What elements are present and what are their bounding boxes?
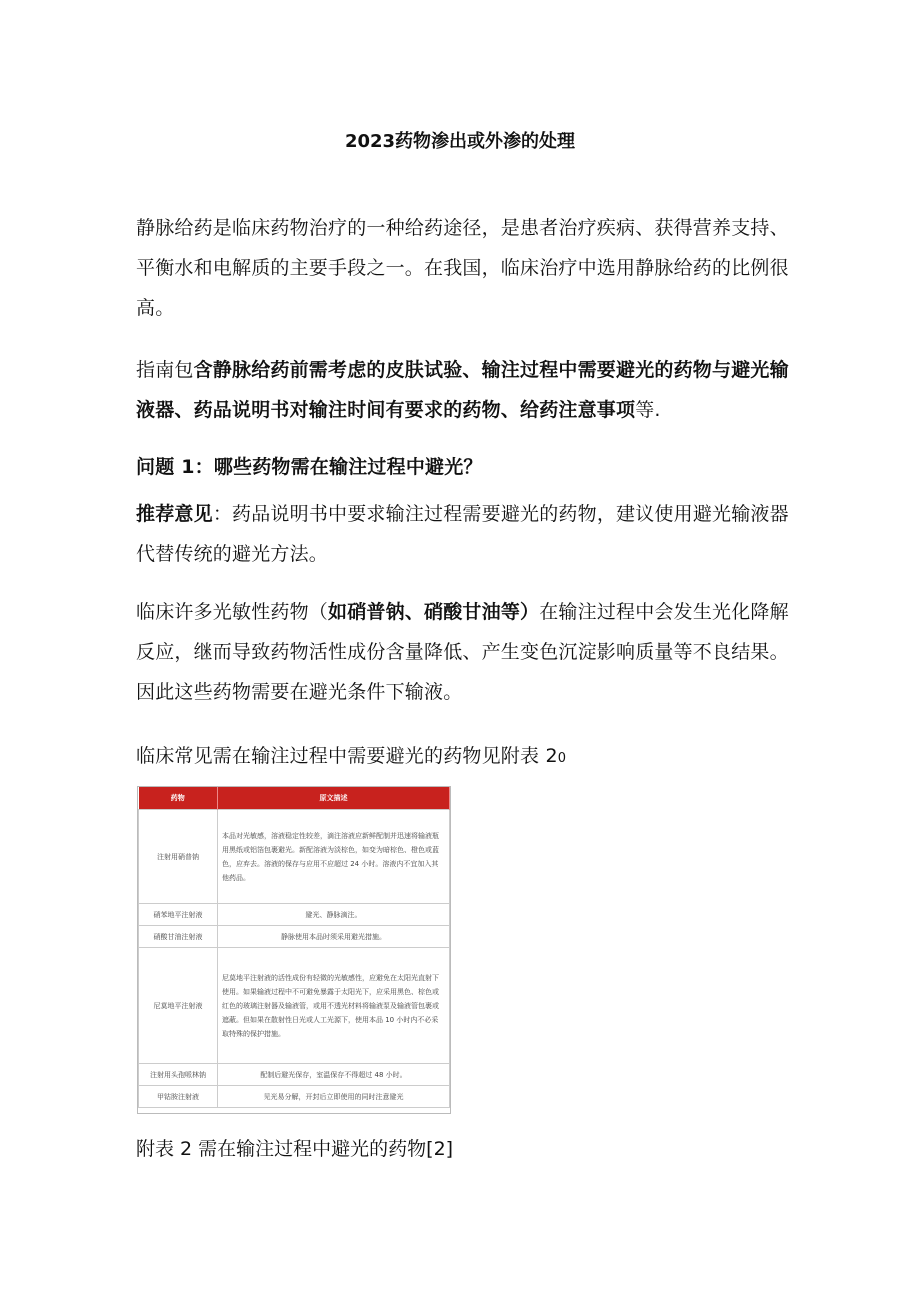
question-heading: 问题 1：哪些药物需在输注过程中避光？ — [136, 456, 483, 478]
guideline-prefix: 指南包 — [136, 359, 194, 381]
table-cell-drug: 硝酸甘油注射液 — [139, 926, 218, 948]
table-row — [139, 810, 450, 904]
table-row — [139, 926, 450, 948]
table-row — [139, 1086, 450, 1108]
table-reference-sub: 0 — [557, 751, 567, 766]
table-reference-text: 临床常见需在输注过程中需要避光的药物见附表 2 — [136, 745, 558, 767]
table-caption: 附表 2 需在输注过程中避光的药物[2] — [136, 1138, 454, 1160]
table-cell-drug: 甲钴胺注射液 — [139, 1086, 218, 1108]
intro-paragraph: 静脉给药是临床药物治疗的一种给药途径，是患者治疗疾病、获得营养支持、平衡水和电解质的主要手段之一。在我国，临床治疗中选用静脉给药的比例很高。 — [136, 217, 789, 319]
table-cell-desc: 见光易分解，开封后立即使用的同时注意避光 — [218, 1086, 450, 1108]
photosensitive-bold: 如硝普钠、硝酸甘油等） — [328, 601, 540, 623]
recommendation-text: ：药品说明书中要求输注过程需要避光的药物，建议使用避光输液器代替传统的避光方法。 — [136, 503, 789, 565]
photosensitive-suffix: 在输注过程中会发生光化降解反应，继而导致药物活性成份含量降低、产生变色沉淀影响质量等不良结果。因此这些药物需要在避光条件下输液。 — [136, 601, 789, 703]
table-cell-drug: 注射用硝普钠 — [139, 810, 218, 904]
table-header-desc: 原文描述 — [218, 787, 450, 810]
photosensitive-prefix: 临床许多光敏性药物（ — [136, 601, 329, 623]
table-header-row — [139, 787, 450, 810]
guideline-suffix: 等. — [635, 399, 661, 421]
table-cell-desc: 尼莫地平注射液的活性成份有轻微的光敏感性，应避免在太阳光直射下使用。如果输液过程中不可避免暴露于太阳光下，应采用黑色、棕色或红色的玻璃注射器及输液管，或用不透光材料将输液泵及输液管包裹或遮蔽。但如果在散射性日光或人工光源下，使用本品 10 小时内不必采取特殊的保护措施。 — [218, 948, 450, 1064]
table-cell-drug: 尼莫地平注射液 — [139, 948, 218, 1064]
document-title: 2023药物渗出或外渗的处理 — [344, 131, 576, 152]
table-cell-drug: 硝苯地平注射液 — [139, 904, 218, 926]
table-cell-desc: 静脉使用本品时须采用避光措施。 — [218, 926, 450, 948]
table-reference-paragraph — [136, 736, 792, 779]
recommendation-label: 推荐意见 — [136, 503, 213, 525]
photosensitive-paragraph — [136, 592, 792, 712]
table-cell-drug: 注射用头孢哌林钠 — [139, 1064, 218, 1086]
table-cell-desc: 配制后避光保存，室温保存不得超过 48 小时。 — [218, 1064, 450, 1086]
table-row — [139, 904, 450, 926]
table-row — [139, 948, 450, 1064]
drug-table — [137, 786, 451, 1114]
guideline-bold: 含静脉给药前需考虑的皮肤试验、输注过程中需要避光的药物与避光输液器、药品说明书对输注时间有要求的药物、给药注意事项 — [136, 359, 789, 421]
table-cell-desc: 避光、静脉滴注。 — [218, 904, 450, 926]
table-cell-desc: 本品对光敏感，溶液稳定性较差，滴注溶液应新鲜配制并迅速将输液瓶用黑纸或铝箔包裹避光。新配溶液为淡棕色，如变为暗棕色、橙色或蓝色，应弃去。溶液的保存与应用不应超过 24 小时。溶液内不宜加入其他药品。 — [218, 810, 450, 904]
guideline-paragraph — [136, 350, 792, 430]
table-header-drug: 药物 — [139, 787, 218, 810]
recommendation-paragraph — [136, 494, 792, 574]
table-row — [139, 1064, 450, 1086]
